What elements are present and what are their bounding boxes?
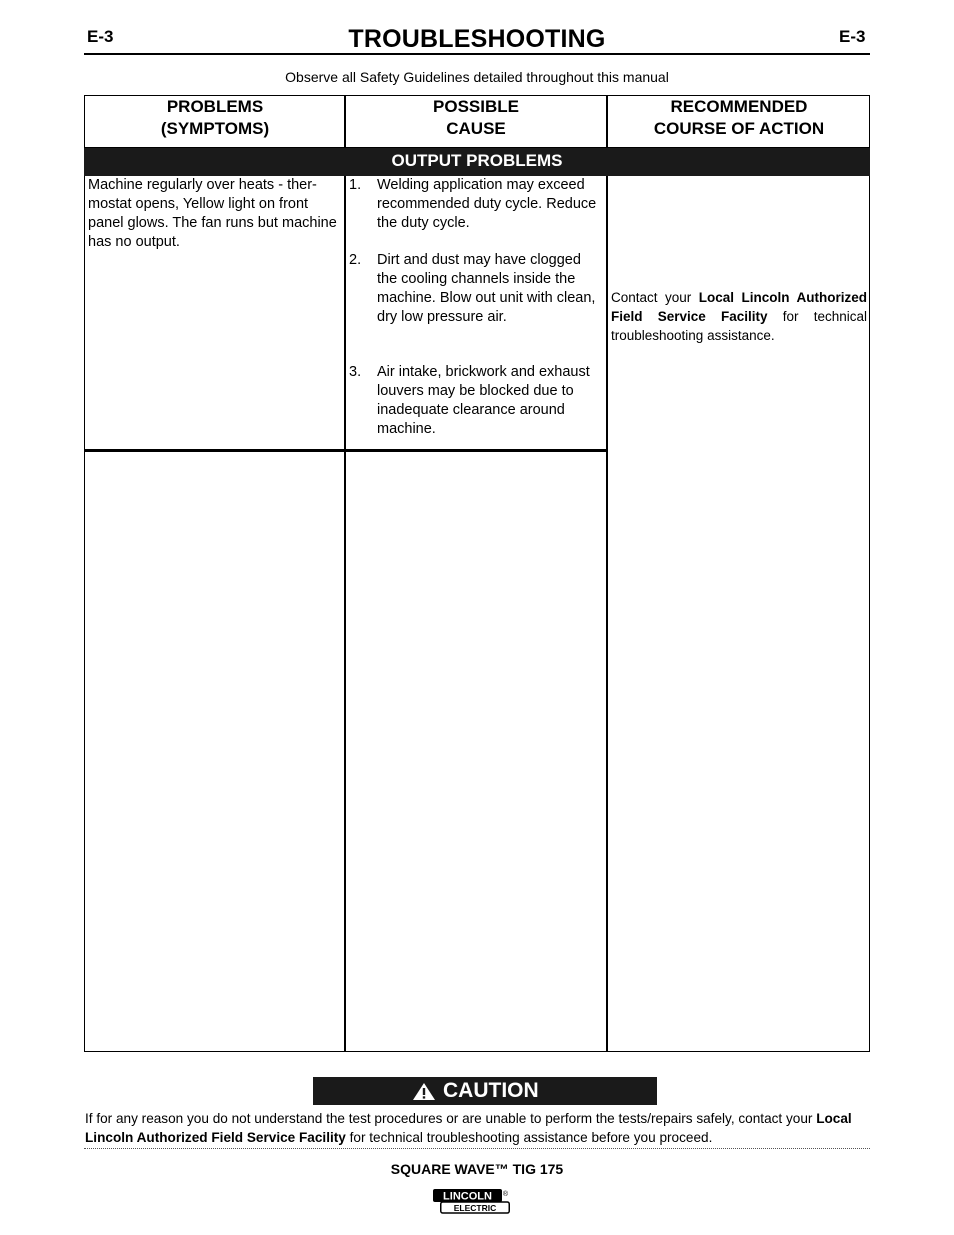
logo-text-top: LINCOLN (443, 1190, 492, 1203)
page-title: TROUBLESHOOTING (348, 25, 606, 53)
action-text-suffix: for technical troubleshooting assistance. (611, 309, 867, 343)
column-header-line: POSSIBLE (433, 97, 519, 116)
caution-banner (313, 1077, 657, 1105)
column-divider-2 (606, 95, 608, 1052)
cause-number: 1. (349, 177, 362, 193)
logo-text-bottom: ELECTRIC (453, 1203, 497, 1213)
cause-text: Air intake, brickwork and exhaust louvers may be blocked due to inadequate clearance around machine. (377, 364, 590, 437)
cause-item (349, 176, 605, 233)
column-header-line: COURSE OF ACTION (653, 119, 825, 138)
recommended-action (611, 288, 867, 345)
cause-text: Welding application may exceed recommended duty cycle. Reduce the duty cycle. (377, 177, 597, 231)
page-number-left: E-3 (87, 27, 114, 46)
column-divider-1 (344, 95, 346, 1052)
warning-triangle-icon (412, 1082, 436, 1101)
caution-text-prefix: If for any reason you do not understand the test procedures or are unable to perform the tests/repairs safely, contact your (85, 1111, 817, 1126)
column-header-problems (86, 96, 344, 146)
cause-number: 3. (349, 364, 362, 380)
caution-label: CAUTION (443, 1079, 539, 1102)
row-divider (84, 449, 346, 452)
cause-item (349, 251, 605, 327)
action-text-prefix: Contact your (611, 290, 699, 305)
caution-text-bold: Local Lincoln Authorized Field Service Facility (85, 1111, 852, 1145)
column-header-line: CAUSE (446, 119, 506, 138)
problem-symptom: Machine regularly over heats - ther-mostat opens, Yellow light on front panel glows. The fan runs but machine has no output. (88, 177, 337, 250)
action-text-bold: Local Lincoln Authorized Field Service Facility (611, 290, 867, 324)
column-header-cause (346, 96, 606, 146)
caution-text (85, 1109, 870, 1147)
safety-note: Observe all Safety Guidelines detailed throughout this manual (285, 69, 669, 85)
cause-item (349, 363, 605, 439)
column-header-line: RECOMMENDED (670, 97, 808, 116)
cause-number: 2. (349, 252, 362, 268)
cause-text: Dirt and dust may have clogged the cooling channels inside the machine. Blow out unit with clean, dry low pressure air. (377, 252, 596, 325)
footer-divider (84, 1148, 870, 1149)
lincoln-electric-logo (432, 1188, 512, 1216)
column-header-action (608, 96, 870, 146)
logo-registered: ® (502, 1191, 509, 1198)
title-divider (84, 53, 870, 55)
product-name: SQUARE WAVE™ TIG 175 (390, 1161, 564, 1177)
column-header-line: PROBLEMS (166, 97, 264, 116)
section-title: OUTPUT PROBLEMS (391, 151, 563, 170)
row-divider (346, 449, 608, 452)
page-number-right: E-3 (839, 27, 866, 46)
column-header-line: (SYMPTOMS) (160, 119, 270, 138)
caution-text-suffix: for technical troubleshooting assistance before you proceed. (345, 1130, 713, 1145)
